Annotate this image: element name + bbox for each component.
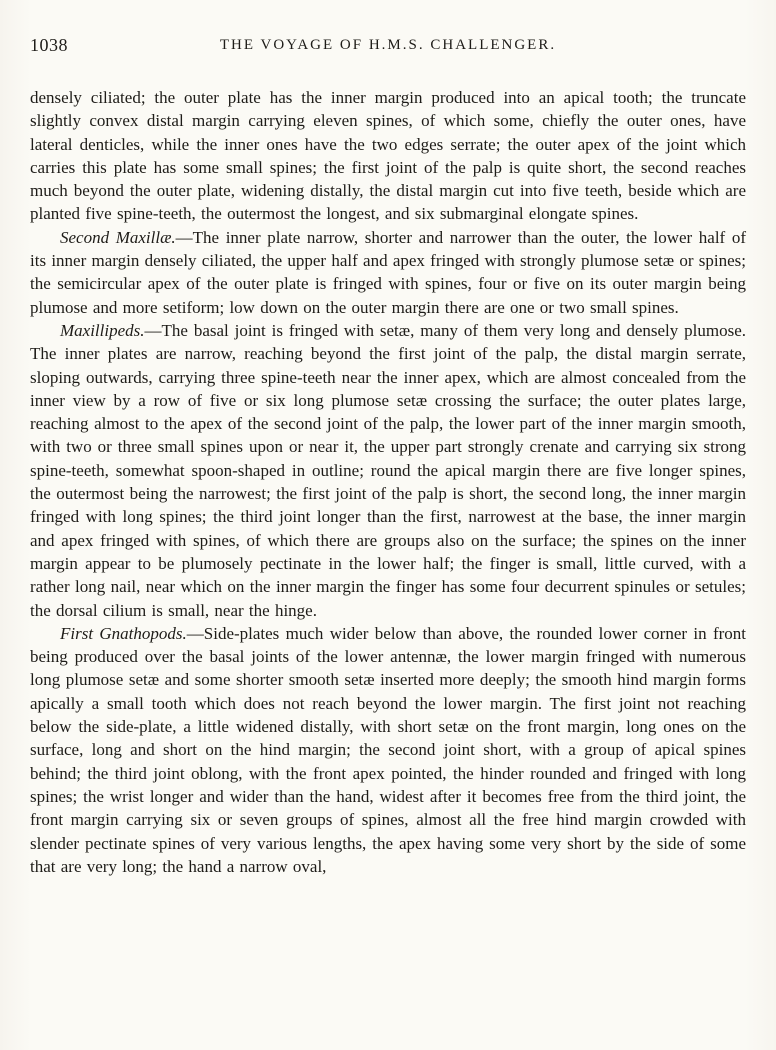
paragraph — [30, 319, 746, 622]
running-header — [30, 34, 746, 60]
page-body — [30, 86, 746, 878]
paragraph-body: —The basal joint is fringed with setæ, many of them very long and densely plumose. The inner plates are narrow, reaching beyond the first joint of the palp, the distal margin serrate, sloping outwards, carrying three spine-teeth near the inner apex, which are almost concealed from the inner view by a row of five or six long plumose setæ crossing the surface; the outer plates large, reaching almost to the apex of the second joint of the palp, the lower part of the inner margin smooth, with two or three small spines upon or near it, the upper part strongly crenate and carrying six strong spine-teeth, somewhat spoon-shaped in outline; round the apical margin there are five longer spines, the outermost being the narrowest; the first joint of the palp is short, the second long, the inner margin fringed with long spines; the third joint longer than the first, narrowest at the base, the inner margin and apex fringed with spines, of which there are groups also on the surface; the spines on the inner margin appear to be plumosely pectinate in the lower half; the finger is small, little curved, with a rather long nail, near which on the inner margin the finger has some four decurrent spinules or setules; the dorsal cilium is small, near the hinge. — [30, 320, 746, 620]
running-header-title: THE VOYAGE OF H.M.S. CHALLENGER. — [219, 37, 557, 53]
paragraph-body: —Side-plates much wider below than above, the rounded lower corner in front being produced over the basal joints of the lower antennæ, the lower margin fringed with numerous long plumose setæ and some shorter smooth setæ inserted more deeply; the smooth hind margin forms apically a small tooth which does not reach beyond the lower margin. The first joint not reaching below the side-plate, a little widened distally, with short setæ on the front margin, long ones on the surface, long and short on the hind margin; the second joint short, with a group of apical spines behind; the third joint oblong, with the front apex pointed, the hinder rounded and fringed with long spines; the wrist longer and wider than the hand, widest after it becomes free from the third joint, the front margin carrying six or seven groups of spines, almost all the free hind margin crowded with slender pectinate spines of very various lengths, the apex having some very short by the side of some that are very long; the hand a narrow oval, — [30, 623, 746, 876]
paragraph-lead: First Gnathopods. — [60, 623, 187, 643]
paragraph — [30, 86, 746, 226]
paragraph-lead: Second Maxillæ. — [60, 227, 176, 247]
paragraph — [30, 622, 746, 878]
paragraph-body: —The inner plate narrow, shorter and narrower than the outer, the lower half of its inner margin densely ciliated, the upper half and apex fringed with strongly plumose setæ or spines; the semicircular apex of the outer plate is fringed with spines, four or five on its outer margin being plumose and more setiform; low down on the outer margin there are one or two small spines. — [30, 227, 746, 317]
paragraph-body: densely ciliated; the outer plate has the inner margin produced into an apical tooth; the truncate slightly convex distal margin carrying eleven spines, of which some, chiefly the outer ones, have lateral denticles, while the inner ones have the two edges serrate; the outer apex of the joint which carries this plate has some small spines; the first joint of the palp is quite short, the second reaches much beyond the outer plate, widening distally, the distal margin cut into five teeth, beside which are planted five spine-teeth, the outermost the longest, and six submarginal elongate spines. — [30, 88, 746, 224]
paragraph-lead: Maxillipeds. — [60, 320, 145, 340]
page-number: 1038 — [30, 35, 68, 55]
paragraph — [30, 226, 746, 319]
